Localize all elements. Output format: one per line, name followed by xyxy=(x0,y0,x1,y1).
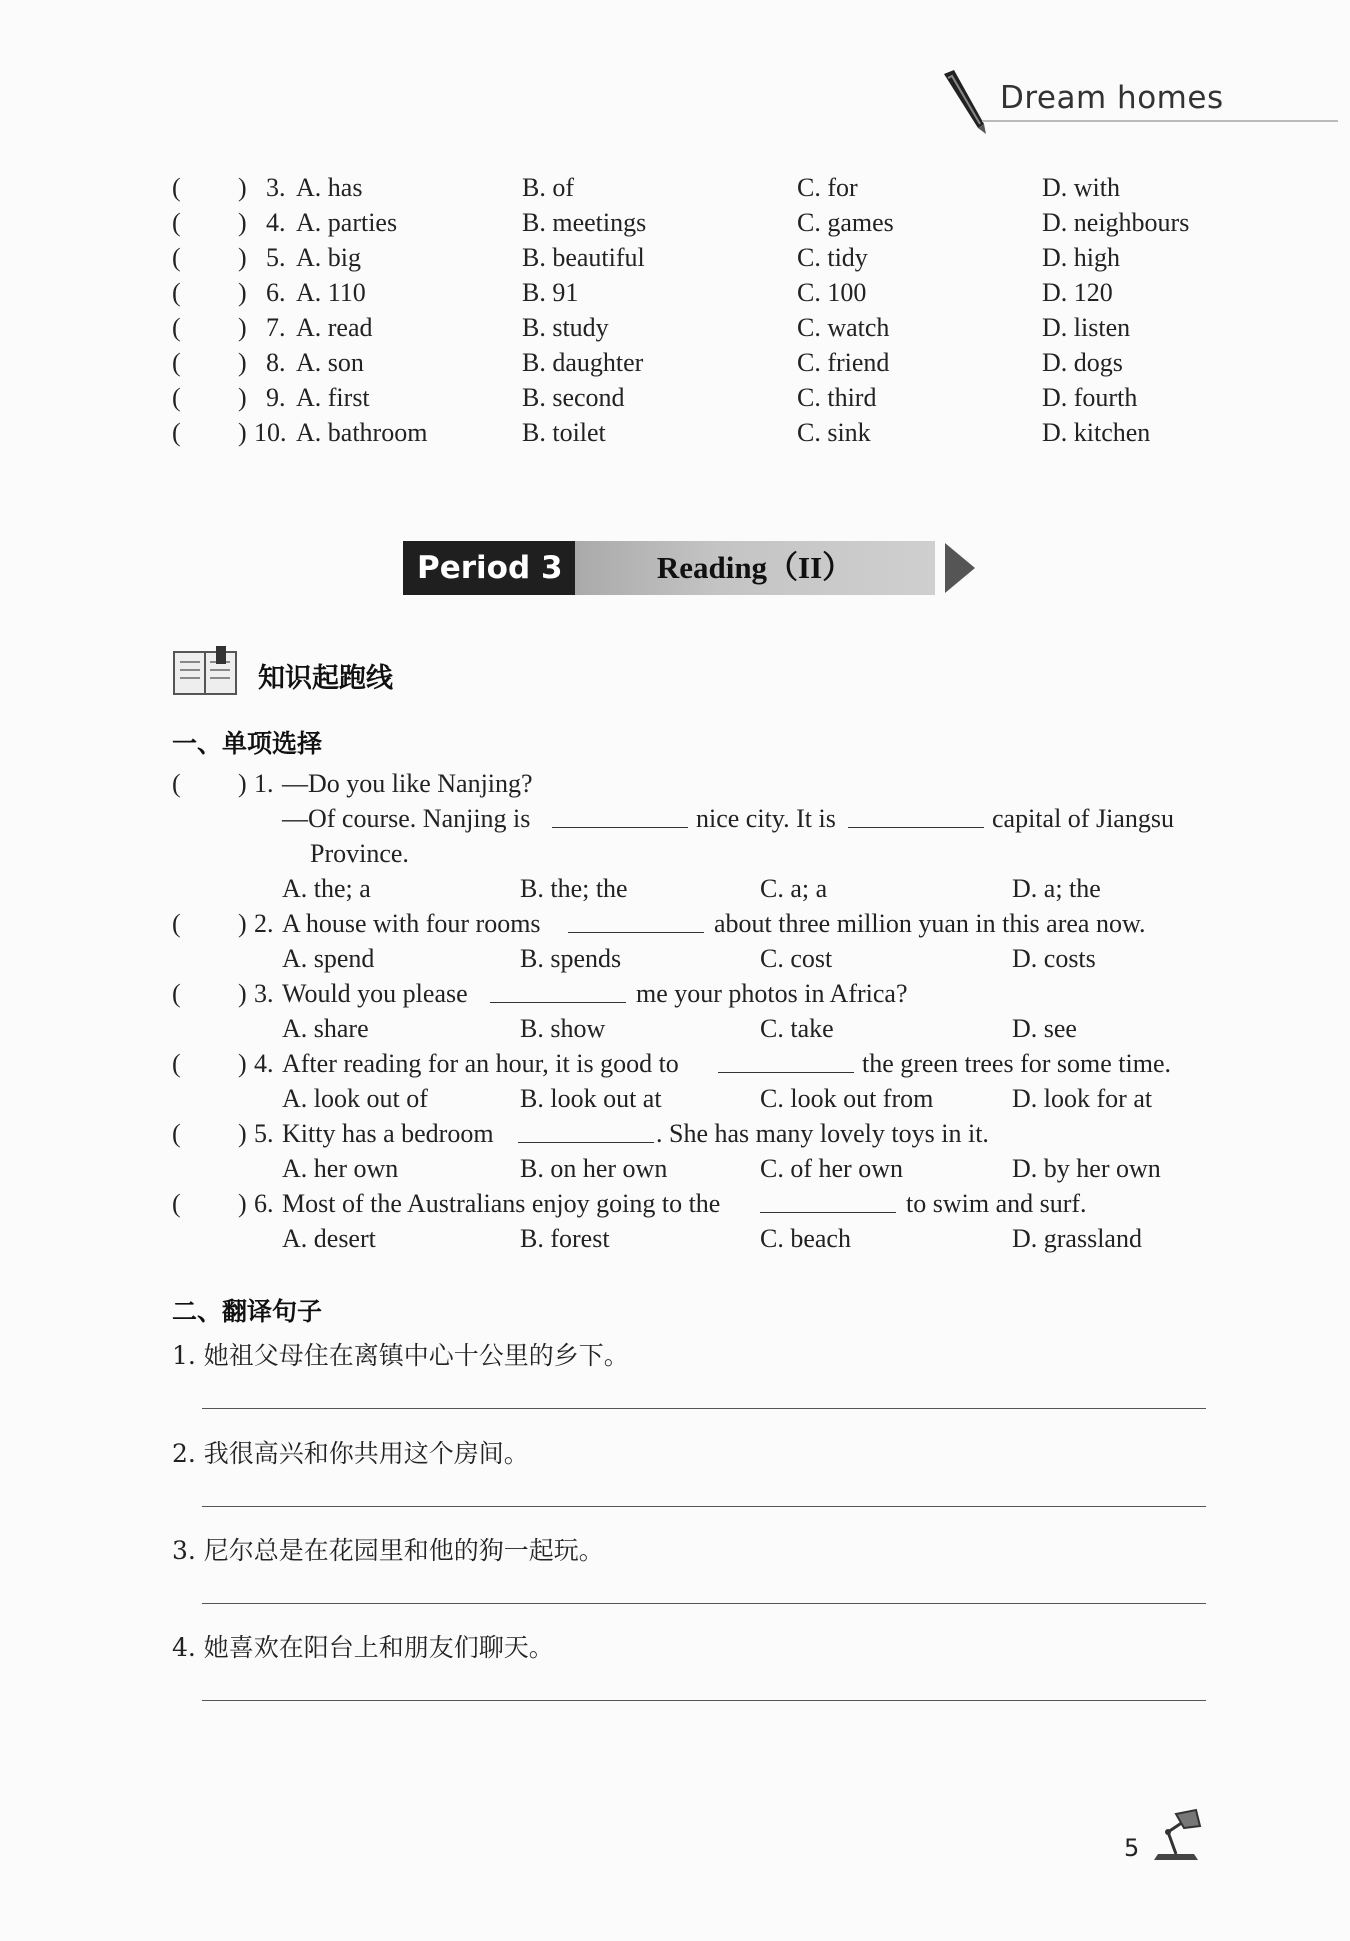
option-b: B. study xyxy=(522,313,609,342)
answer-paren-left: ( xyxy=(172,208,181,237)
answer-paren-right: ) xyxy=(238,769,247,798)
question-text: Province. xyxy=(310,839,409,868)
answer-paren-right: ) xyxy=(238,418,247,447)
answer-paren-right: ) xyxy=(238,909,247,938)
option-c: C. friend xyxy=(797,348,890,377)
options-line xyxy=(170,1011,1230,1046)
option-d: D. grassland xyxy=(1012,1224,1142,1253)
question-text: the green trees for some time. xyxy=(862,1049,1171,1078)
answer-blank[interactable] xyxy=(718,1046,854,1073)
question-number: 8. xyxy=(266,348,286,377)
cloze-row xyxy=(170,240,1220,275)
option-b: B. daughter xyxy=(522,348,644,377)
option-d: D. costs xyxy=(1012,944,1096,973)
part2-heading: 二、翻译句子 xyxy=(172,1297,323,1326)
option-a: A. bathroom xyxy=(296,418,428,447)
option-d: D. by her own xyxy=(1012,1154,1161,1183)
answer-paren-left: ( xyxy=(172,1189,181,1218)
option-b: B. forest xyxy=(520,1224,610,1253)
answer-paren-left: ( xyxy=(172,1119,181,1148)
options-line xyxy=(170,871,1230,906)
question-text: to swim and surf. xyxy=(906,1189,1087,1218)
translation-prompt: 1. 她祖父母住在离镇中心十公里的乡下。 xyxy=(172,1341,629,1370)
option-a: A. share xyxy=(282,1014,369,1043)
answer-paren-right: ) xyxy=(238,173,247,202)
translation-prompt: 3. 尼尔总是在花园里和他的狗一起玩。 xyxy=(172,1536,604,1565)
option-b: B. second xyxy=(522,383,625,412)
answer-blank[interactable] xyxy=(848,801,984,828)
answer-line[interactable] xyxy=(202,1408,1206,1409)
option-a: A. first xyxy=(296,383,370,412)
option-a: A. look out of xyxy=(282,1084,428,1113)
options-line xyxy=(170,1221,1230,1256)
question-text: Would you please xyxy=(282,979,468,1008)
translation-item xyxy=(172,1628,1212,1664)
answer-paren-right: ) xyxy=(238,313,247,342)
answer-paren-left: ( xyxy=(172,909,181,938)
question-number: 1. xyxy=(254,769,274,798)
option-c: C. games xyxy=(797,208,894,237)
answer-line[interactable] xyxy=(202,1603,1206,1604)
desk-lamp-icon xyxy=(1146,1806,1206,1866)
option-b: B. meetings xyxy=(522,208,647,237)
answer-line[interactable] xyxy=(202,1506,1206,1507)
option-d: D. 120 xyxy=(1042,278,1113,307)
question-line xyxy=(170,1046,1230,1081)
multiple-choice xyxy=(170,766,1230,1256)
option-b: B. the; the xyxy=(520,874,628,903)
option-d: D. listen xyxy=(1042,313,1131,342)
answer-paren-left: ( xyxy=(172,769,181,798)
cloze-row xyxy=(170,345,1220,380)
option-c: C. beach xyxy=(760,1224,851,1253)
cloze-row xyxy=(170,310,1220,345)
cloze-row xyxy=(170,170,1220,205)
question-number: 4. xyxy=(266,208,286,237)
option-c: C. sink xyxy=(797,418,871,447)
translation-prompt: 2. 我很高兴和你共用这个房间。 xyxy=(172,1439,529,1468)
period-banner xyxy=(403,541,973,595)
answer-paren-left: ( xyxy=(172,383,181,412)
cloze-row xyxy=(170,415,1220,450)
option-d: D. fourth xyxy=(1042,383,1138,412)
option-b: B. show xyxy=(520,1014,606,1043)
answer-blank[interactable] xyxy=(518,1116,654,1143)
option-c: C. 100 xyxy=(797,278,867,307)
option-b: B. beautiful xyxy=(522,243,645,272)
translation-item xyxy=(172,1531,1212,1567)
question-text: —Of course. Nanjing is xyxy=(282,804,531,833)
options-line xyxy=(170,1151,1230,1186)
answer-paren-right: ) xyxy=(238,979,247,1008)
question-line xyxy=(170,766,1230,801)
answer-paren-left: ( xyxy=(172,1049,181,1078)
option-c: C. watch xyxy=(797,313,890,342)
question-number: 6. xyxy=(266,278,286,307)
translation-item xyxy=(172,1336,1212,1372)
period-label: Period 3 xyxy=(403,541,575,595)
period-title: Reading（II） xyxy=(575,541,935,595)
option-a: A. the; a xyxy=(282,874,371,903)
option-b: B. toilet xyxy=(522,418,606,447)
option-d: D. neighbours xyxy=(1042,208,1190,237)
answer-paren-right: ) xyxy=(238,1119,247,1148)
section-heading xyxy=(172,646,572,698)
question-line xyxy=(170,1186,1230,1221)
question-text: about three million yuan in this area now. xyxy=(714,909,1146,938)
answer-paren-left: ( xyxy=(172,278,181,307)
question-number: 10. xyxy=(254,418,287,447)
question-text: capital of Jiangsu xyxy=(992,804,1174,833)
option-d: D. with xyxy=(1042,173,1120,202)
cloze-row xyxy=(170,205,1220,240)
option-c: C. a; a xyxy=(760,874,828,903)
option-d: D. a; the xyxy=(1012,874,1101,903)
option-c: C. take xyxy=(760,1014,834,1043)
answer-blank[interactable] xyxy=(760,1186,896,1213)
option-d: D. kitchen xyxy=(1042,418,1151,447)
header-rule xyxy=(982,120,1338,122)
header-title: Dream homes xyxy=(1000,80,1224,116)
answer-paren-right: ) xyxy=(238,1049,247,1078)
answer-paren-right: ) xyxy=(238,383,247,412)
options-line xyxy=(170,1081,1230,1116)
answer-paren-left: ( xyxy=(172,348,181,377)
option-a: A. 110 xyxy=(296,278,366,307)
cloze-row xyxy=(170,275,1220,310)
question-number: 6. xyxy=(254,1189,274,1218)
option-b: B. spends xyxy=(520,944,622,973)
page-header xyxy=(940,68,1344,138)
answer-paren-right: ) xyxy=(238,278,247,307)
answer-paren-right: ) xyxy=(238,243,247,272)
answer-paren-left: ( xyxy=(172,313,181,342)
cloze-options xyxy=(170,170,1220,450)
question-number: 3. xyxy=(266,173,286,202)
question-line xyxy=(170,801,1230,836)
option-c: C. cost xyxy=(760,944,833,973)
question-text: me your photos in Africa? xyxy=(636,979,908,1008)
option-c: C. third xyxy=(797,383,877,412)
part1-heading: 一、单项选择 xyxy=(172,729,323,758)
translation-prompt: 4. 她喜欢在阳台上和朋友们聊天。 xyxy=(172,1633,554,1662)
option-c: C. of her own xyxy=(760,1154,903,1183)
option-a: A. parties xyxy=(296,208,398,237)
question-number: 2. xyxy=(254,909,274,938)
question-line xyxy=(170,836,1230,871)
option-d: D. look for at xyxy=(1012,1084,1153,1113)
question-text: —Do you like Nanjing? xyxy=(282,769,533,798)
question-number: 3. xyxy=(254,979,274,1008)
answer-blank[interactable] xyxy=(490,976,626,1003)
answer-paren-left: ( xyxy=(172,418,181,447)
option-a: A. read xyxy=(296,313,373,342)
arrow-right-icon xyxy=(943,541,977,595)
option-d: D. see xyxy=(1012,1014,1077,1043)
question-text: Most of the Australians enjoy going to the xyxy=(282,1189,721,1218)
option-a: A. spend xyxy=(282,944,375,973)
question-line xyxy=(170,1116,1230,1151)
option-b: B. on her own xyxy=(520,1154,668,1183)
answer-paren-left: ( xyxy=(172,173,181,202)
answer-blank[interactable] xyxy=(552,801,688,828)
option-a: A. son xyxy=(296,348,364,377)
answer-paren-left: ( xyxy=(172,243,181,272)
option-a: A. has xyxy=(296,173,363,202)
options-line xyxy=(170,941,1230,976)
question-line xyxy=(170,906,1230,941)
option-a: A. big xyxy=(296,243,361,272)
question-number: 4. xyxy=(254,1049,274,1078)
answer-blank[interactable] xyxy=(568,906,704,933)
question-text: nice city. It is xyxy=(696,804,836,833)
book-icon xyxy=(172,646,238,698)
section-title: 知识起跑线 xyxy=(258,663,393,694)
answer-paren-right: ) xyxy=(238,1189,247,1218)
question-text: . She has many lovely toys in it. xyxy=(656,1119,989,1148)
question-number: 9. xyxy=(266,383,286,412)
option-d: D. high xyxy=(1042,243,1120,272)
option-c: C. tidy xyxy=(797,243,868,272)
answer-line[interactable] xyxy=(202,1700,1206,1701)
option-c: C. look out from xyxy=(760,1084,934,1113)
option-b: B. look out at xyxy=(520,1084,662,1113)
option-b: B. 91 xyxy=(522,278,579,307)
question-line xyxy=(170,976,1230,1011)
question-text: Kitty has a bedroom xyxy=(282,1119,494,1148)
answer-paren-right: ) xyxy=(238,348,247,377)
question-number: 7. xyxy=(266,313,286,342)
answer-paren-right: ) xyxy=(238,208,247,237)
pen-icon xyxy=(940,68,996,136)
page-number: 5 xyxy=(1124,1834,1140,1862)
answer-paren-left: ( xyxy=(172,979,181,1008)
option-c: C. for xyxy=(797,173,858,202)
option-b: B. of xyxy=(522,173,574,202)
option-a: A. desert xyxy=(282,1224,376,1253)
cloze-row xyxy=(170,380,1220,415)
option-a: A. her own xyxy=(282,1154,399,1183)
option-d: D. dogs xyxy=(1042,348,1123,377)
question-text: A house with four rooms xyxy=(282,909,541,938)
translation-item xyxy=(172,1434,1212,1470)
question-number: 5. xyxy=(254,1119,274,1148)
question-text: After reading for an hour, it is good to xyxy=(282,1049,679,1078)
question-number: 5. xyxy=(266,243,286,272)
